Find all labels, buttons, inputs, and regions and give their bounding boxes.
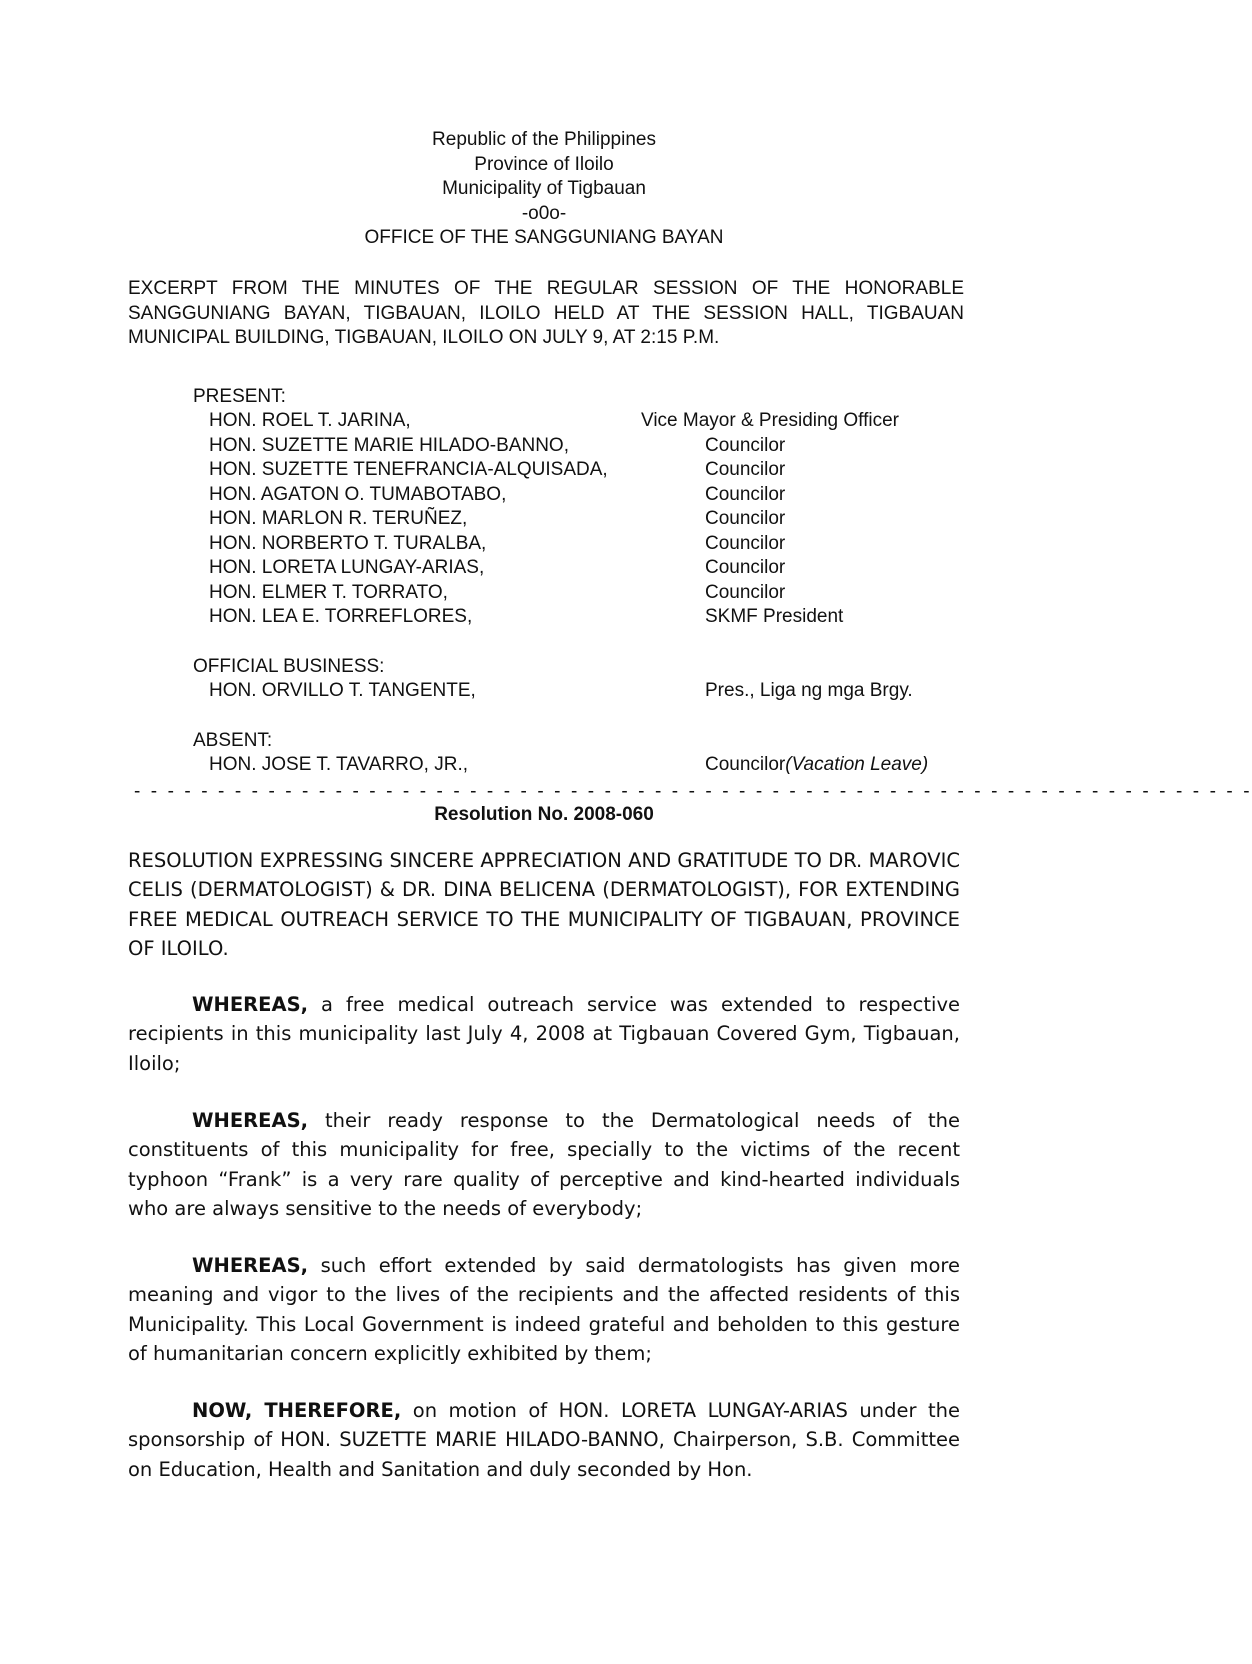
official-business-row xyxy=(193,679,973,704)
excerpt-paragraph: EXCERPT FROM THE MINUTES OF THE REGULAR SESSION OF THE HONORABLE SANGGUNIANG BAYAN, TIGBAUAN, ILOILO HELD AT THE SESSION HALL, TIGBAUAN MUNICIPAL BUILDING, TIGBAUAN, ILOILO ON JULY 9, AT 2:15 P.M. xyxy=(128,278,964,348)
absent-role: Councilor xyxy=(705,754,786,775)
absent-label: ABSENT: xyxy=(193,730,273,751)
separator-line: - - - - - - - - - - - - - - - - - - - - - - - - - - - - - - - - - - - - - - - - - - - - - - - - - - - - - - - - - - - - - - - - - - - xyxy=(134,781,1252,802)
absent-note: (Vacation Leave) xyxy=(785,754,929,775)
present-label: PRESENT: xyxy=(193,386,286,407)
present-row xyxy=(193,458,973,483)
paragraph-lead: WHEREAS, xyxy=(192,1254,309,1277)
paragraph-text: such effort extended by said dermatologists has given more meaning and vigor to the lives of the recipients and the affected residents of this Municipality. This Local Government is indeed grateful and beholden to this gesture of humanitarian concern explicitly exhibited by them; xyxy=(128,1254,960,1365)
member-role: Councilor xyxy=(705,557,786,578)
resolution-number: Resolution No. 2008-060 xyxy=(434,804,654,825)
paragraph-text: their ready response to the Dermatological needs of the constituents of this municipality for free, specially to the victims of the recent typhoon “Frank” is a very rare quality of perceptive and kind-hearted individuals who are always sensitive to the needs of everybody; xyxy=(128,1109,960,1220)
paragraph-lead: WHEREAS, xyxy=(192,1109,309,1132)
paragraph-lead: WHEREAS, xyxy=(192,993,309,1016)
present-row xyxy=(193,605,973,630)
member-role: Vice Mayor & Presiding Officer xyxy=(641,410,900,431)
present-list xyxy=(193,409,973,630)
now-therefore-paragraph xyxy=(128,1396,960,1484)
present-row xyxy=(193,556,973,581)
present-row xyxy=(193,581,973,606)
paragraph-text: on motion of HON. LORETA LUNGAY-ARIAS under the sponsorship of HON. SUZETTE MARIE HILADO-BANNO, Chairperson, S.B. Committee on Education, Health and Sanitation and duly seconded by Hon. xyxy=(128,1399,960,1481)
header-divider-mark: -o0o- xyxy=(521,202,567,224)
present-row xyxy=(193,434,973,459)
header-province: Province of Iloilo xyxy=(474,153,614,175)
member-name: HON. SUZETTE MARIE HILADO-BANNO, xyxy=(209,434,569,456)
paragraph-text: a free medical outreach service was extended to respective recipients in this municipality last July 4, 2008 at Tigbauan Covered Gym, Tigbauan, Iloilo; xyxy=(128,993,960,1075)
header-republic: Republic of the Philippines xyxy=(432,129,656,150)
member-role: Pres., Liga ng mga Brgy. xyxy=(705,680,913,701)
letterhead xyxy=(0,128,1088,251)
present-row xyxy=(193,483,973,508)
member-name: HON. JOSE T. TAVARRO, JR., xyxy=(209,754,469,775)
whereas-paragraph-1 xyxy=(128,990,960,1078)
whereas-paragraph-3 xyxy=(128,1251,960,1368)
member-name: HON. ELMER T. TORRATO, xyxy=(209,581,448,603)
member-role: SKMF President xyxy=(705,606,844,627)
present-row xyxy=(193,507,973,532)
member-name: HON. MARLON R. TERUÑEZ, xyxy=(209,508,468,529)
member-name: HON. ROEL T. JARINA, xyxy=(209,410,411,431)
whereas-paragraph-2 xyxy=(128,1106,960,1223)
member-role: Councilor xyxy=(705,483,786,505)
official-business-label: OFFICIAL BUSINESS: xyxy=(193,656,385,677)
resolution-title: RESOLUTION EXPRESSING SINCERE APPRECIATION AND GRATITUDE TO DR. MAROVIC CELIS (DERMATOLOGIST) & DR. DINA BELICENA (DERMATOLOGIST), FOR EXTENDING FREE MEDICAL OUTREACH SERVICE TO THE MUNICIPALITY OF TIGBAUAN, PROVINCE OF ILOILO. xyxy=(128,849,960,960)
absent-list xyxy=(193,753,973,778)
member-name: HON. SUZETTE TENEFRANCIA-ALQUISADA, xyxy=(209,459,608,480)
absent-row xyxy=(193,753,973,778)
member-role xyxy=(705,753,928,778)
member-name: HON. NORBERTO T. TURALBA, xyxy=(209,532,487,554)
member-name: HON. LORETA LUNGAY-ARIAS, xyxy=(209,557,485,578)
member-name: HON. ORVILLO T. TANGENTE, xyxy=(209,680,476,701)
present-row xyxy=(193,532,973,557)
paragraph-lead: NOW, THEREFORE, xyxy=(192,1399,402,1422)
present-row xyxy=(193,409,973,434)
member-role: Councilor xyxy=(705,434,786,456)
member-role: Councilor xyxy=(705,508,786,529)
member-role: Councilor xyxy=(705,459,786,480)
official-business-list xyxy=(193,679,973,704)
member-name: HON. LEA E. TORREFLORES, xyxy=(209,606,473,627)
header-office: OFFICE OF THE SANGGUNIANG BAYAN xyxy=(364,227,724,248)
member-role: Councilor xyxy=(705,532,786,554)
header-municipality: Municipality of Tigbauan xyxy=(442,178,646,199)
member-role: Councilor xyxy=(705,581,786,603)
member-name: HON. AGATON O. TUMABOTABO, xyxy=(209,483,507,505)
